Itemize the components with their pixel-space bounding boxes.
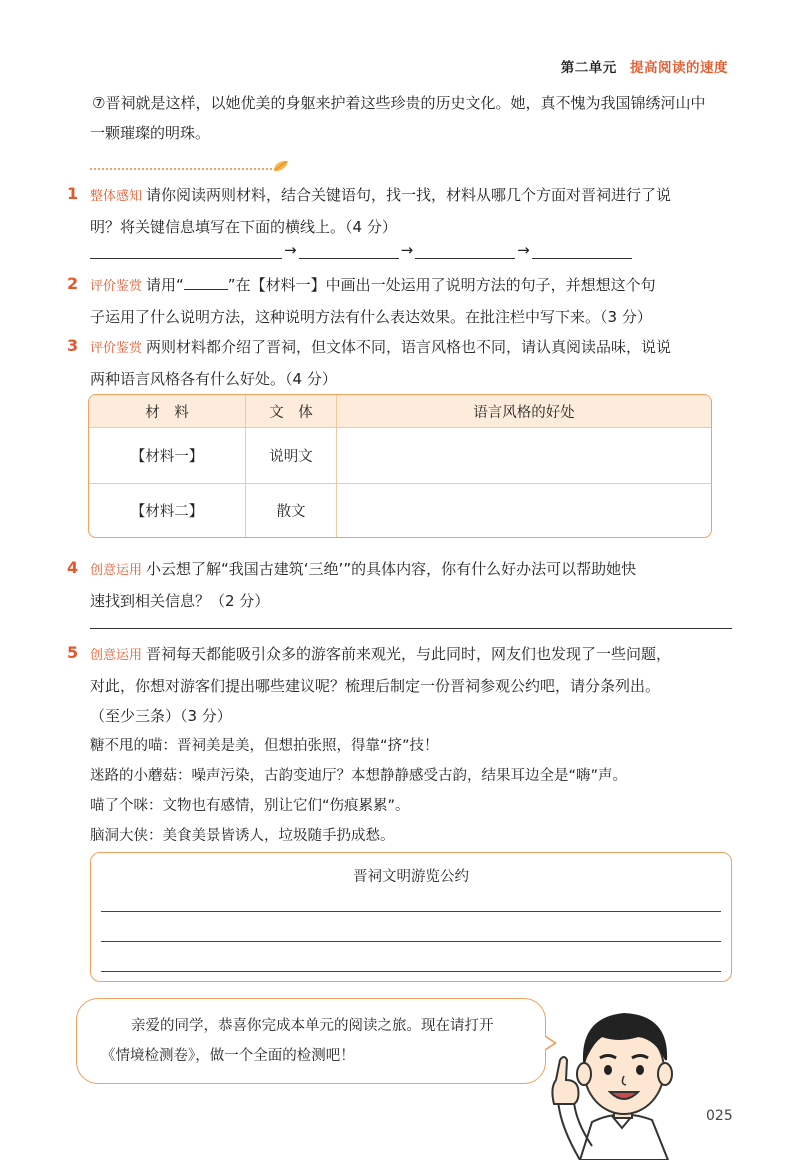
underline-symbol [184, 273, 228, 290]
arrow-1: → [284, 241, 297, 259]
question-5-line-1: 晋祠每天都能吸引众多的游客前来观光，与此同时，网友们也发现了一些问题， [146, 645, 672, 663]
table-header-benefit: 语言风格的好处 [337, 395, 711, 428]
question-5-tag: 创意运用 [90, 648, 143, 663]
question-3-line-2: 两种语言风格各有什么好处。（4 分） [90, 370, 337, 388]
unit-topic: 提高阅读的速度 [630, 60, 728, 76]
table-cell-material: 【材料二】 [89, 484, 246, 537]
table-header-row [89, 395, 711, 428]
leaf-icon [272, 158, 290, 177]
question-5-number: 5 [67, 643, 79, 662]
material-table [88, 394, 712, 538]
answer-chain [90, 240, 632, 259]
convention-line-2[interactable] [101, 941, 721, 942]
intro-paragraph [90, 88, 735, 148]
bubble-line-1: 亲爱的同学，恭喜你完成本单元的阅读之旅。现在请打开 [131, 1018, 494, 1034]
list-item: 迷路的小蘑菇：噪声污染，古韵变迪厅？本想静静感受古韵，结果耳边全是“嗨”声。 [90, 768, 628, 784]
question-5 [90, 639, 735, 731]
page-number: 025 [706, 1108, 733, 1124]
table-cell-benefit[interactable] [337, 428, 711, 484]
question-4-number: 4 [67, 558, 79, 577]
convention-line-1[interactable] [101, 911, 721, 912]
question-1-line-2: 明？将关键信息填写在下面的横线上。（4 分） [90, 218, 397, 236]
question-1-number: 1 [67, 184, 79, 203]
answer-blank-3[interactable] [415, 240, 515, 259]
dotted-divider [90, 168, 276, 170]
answer-blank-1[interactable] [90, 240, 282, 259]
question-3 [90, 332, 735, 394]
unit-label: 第二单元 [560, 60, 617, 76]
answer-line-q4[interactable] [90, 628, 732, 629]
bubble-line-2: 《情境检测卷》，做一个全面的检测吧！ [101, 1048, 355, 1064]
intro-line-2: 一颗璀璨的明珠。 [90, 124, 211, 142]
answer-blank-2[interactable] [299, 240, 399, 259]
convention-box [90, 852, 732, 982]
page-header [561, 56, 728, 76]
question-4-tag: 创意运用 [90, 563, 143, 578]
table-cell-benefit[interactable] [337, 484, 711, 537]
question-2-line-1b: ”在【材料一】中画出一处运用了说明方法的句子，并想想这个句 [227, 276, 656, 294]
question-3-line-1: 两则材料都介绍了晋祠，但文体不同，语言风格也不同，请认真阅读品味，说说 [146, 338, 672, 356]
question-1-tag: 整体感知 [90, 189, 143, 204]
cartoon-boy-illustration [540, 996, 700, 1164]
question-4-line-1: 小云想了解“我国古建筑‘三绝’”的具体内容，你有什么好办法可以帮助她快 [146, 560, 637, 578]
table-header-genre: 文 体 [246, 395, 337, 428]
table-row [89, 428, 711, 484]
question-5-line-3: （至少三条）（3 分） [90, 707, 232, 725]
question-3-number: 3 [67, 336, 79, 355]
question-1-line-1: 请你阅读两则材料，结合关键语句，找一找，材料从哪几个方面对晋祠进行了说 [146, 186, 672, 204]
list-item: 糖不甩的喵：晋祠美是美，但想拍张照，得靠“挤”技！ [90, 738, 439, 754]
question-4-line-2: 速找到相关信息？（2 分） [90, 592, 270, 610]
question-1 [90, 180, 735, 242]
convention-line-3[interactable] [101, 971, 721, 972]
arrow-3: → [517, 241, 530, 259]
comment-list [90, 731, 735, 851]
question-2 [90, 270, 735, 332]
question-2-tag: 评价鉴赏 [90, 279, 143, 294]
question-5-line-2: 对此，你想对游客们提出哪些建议呢？梳理后制定一份晋祠参观公约吧，请分条列出。 [90, 677, 661, 695]
answer-blank-4[interactable] [532, 240, 632, 259]
question-2-line-1a: 请用“ [146, 276, 184, 294]
question-2-line-2: 子运用了什么说明方法，这种说明方法有什么表达效果。在批注栏中写下来。（3 分） [90, 308, 652, 326]
question-4 [90, 554, 735, 616]
question-3-tag: 评价鉴赏 [90, 341, 143, 356]
table-header-material: 材 料 [89, 395, 246, 428]
table-cell-genre: 说明文 [246, 428, 337, 484]
list-item: 脑洞大侠：美食美景皆诱人，垃圾随手扔成愁。 [90, 828, 395, 844]
intro-line-1: ⑦晋祠就是这样，以她优美的身躯来护着这些珍贵的历史文化。她，真不愧为我国锦绣河山中 [92, 94, 706, 112]
question-2-number: 2 [67, 274, 79, 293]
table-cell-material: 【材料一】 [89, 428, 246, 484]
arrow-2: → [400, 241, 414, 259]
list-item: 喵了个咪：文物也有感情，别让它们“伤痕累累”。 [90, 798, 410, 814]
convention-title: 晋祠文明游览公约 [353, 869, 469, 885]
speech-bubble [76, 998, 546, 1084]
table-cell-genre: 散文 [246, 484, 337, 537]
table-row [89, 484, 711, 537]
